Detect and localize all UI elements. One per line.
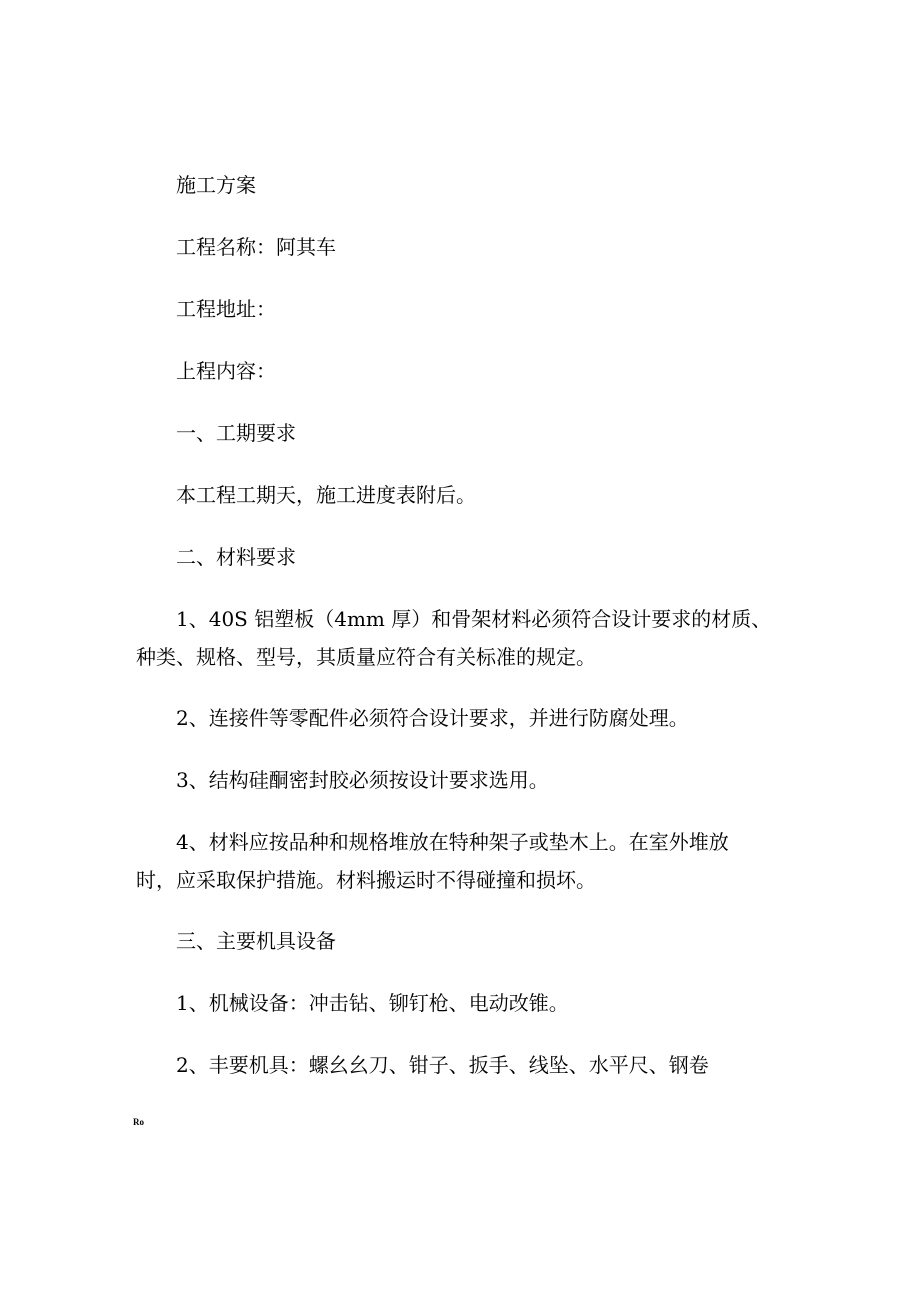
material-item-2 <box>136 699 796 737</box>
doc-line: 种类、规格、型号，其质量应符合有关标准的规定。 <box>136 645 596 669</box>
doc-line: 本工程工期天，施工进度表附后。 <box>176 483 476 507</box>
section-heading-3 <box>136 922 796 960</box>
doc-line: 二、材料要求 <box>176 545 296 569</box>
doc-line: 时，应采取保护措施。材料搬运时不得碰撞和损坏。 <box>136 868 596 892</box>
doc-title <box>136 166 796 204</box>
doc-line: 1、40S 铝塑板（4mm 厚）和骨架材料必须符合设计要求的材质、 <box>176 607 772 631</box>
doc-line: 工程地址： <box>176 297 276 321</box>
material-item-3 <box>136 761 796 799</box>
doc-line: 2、丰要机具：螺幺幺刀、钳子、扳手、线坠、水平尺、钢卷 <box>176 1053 709 1077</box>
doc-line: 2、连接件等零配件必须符合设计要求，并进行防腐处理。 <box>176 706 689 730</box>
equipment-item-1 <box>136 984 796 1022</box>
doc-line: 上程内容： <box>176 359 276 383</box>
doc-line: 3、结构硅酮密封胶必须按设计要求选用。 <box>176 768 549 792</box>
project-content <box>136 352 796 390</box>
doc-line: 4、材料应按品种和规格堆放在特种架子或垫木上。在室外堆放 <box>176 830 729 854</box>
material-item-1 <box>136 600 796 676</box>
project-name <box>136 228 796 266</box>
doc-line: 三、主要机具设备 <box>176 929 336 953</box>
doc-line: 施工方案 <box>176 173 256 197</box>
section-heading-2 <box>136 538 796 576</box>
project-address <box>136 290 796 328</box>
doc-line: 1、机械设备：冲击钻、铆钉枪、电动改锥。 <box>176 991 569 1015</box>
doc-line: 工程名称：阿其车 <box>176 235 336 259</box>
footer-mark: Ro <box>133 1117 144 1127</box>
section-heading-1 <box>136 414 796 452</box>
material-item-4 <box>136 823 796 899</box>
schedule-paragraph <box>136 476 796 514</box>
doc-line: 一、工期要求 <box>176 421 296 445</box>
equipment-item-2 <box>136 1046 796 1084</box>
